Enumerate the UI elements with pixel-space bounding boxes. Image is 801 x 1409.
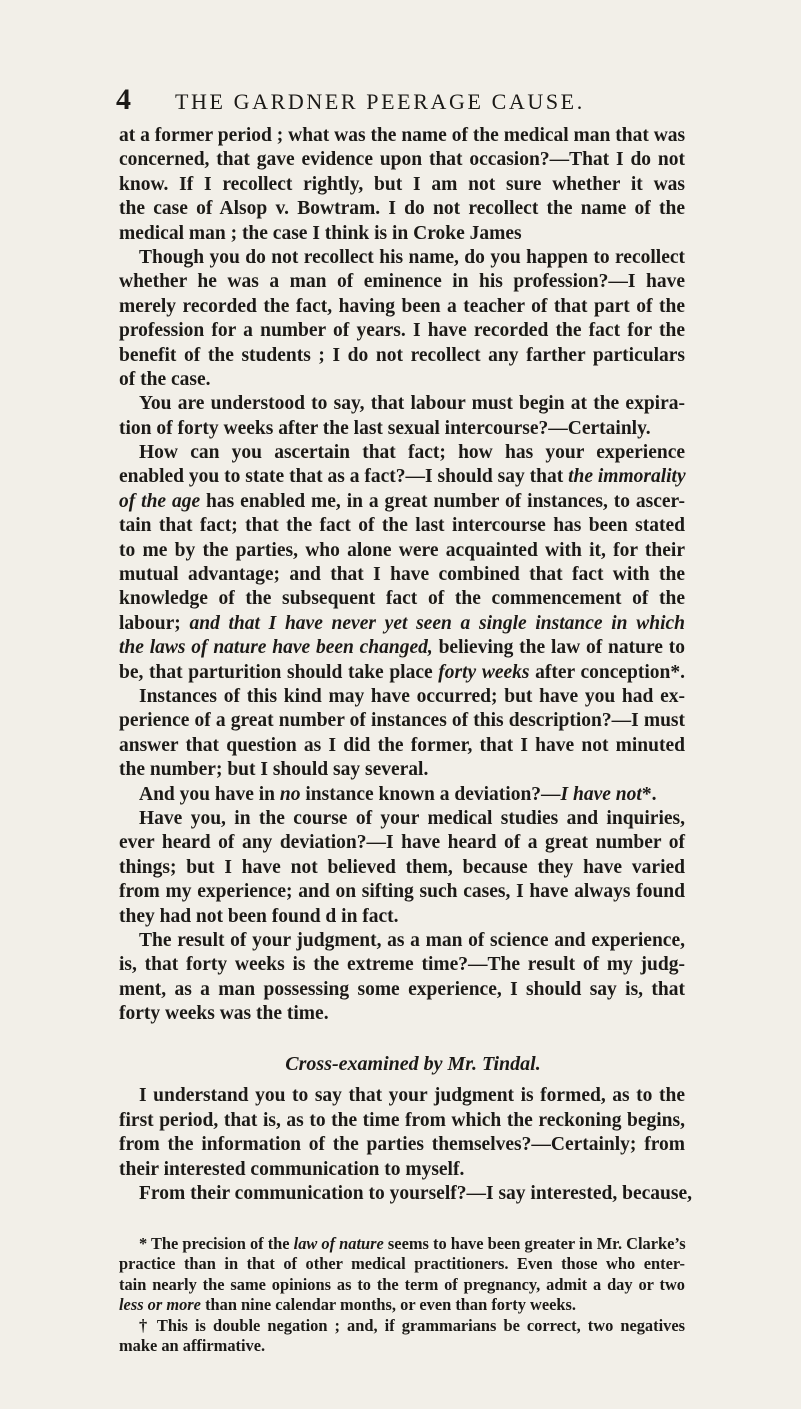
italic-text: forty weeks: [438, 661, 530, 683]
text-line: [119, 246, 685, 270]
text-line: [119, 197, 685, 221]
text-line: [119, 929, 685, 953]
footnote-line: [119, 1275, 685, 1295]
text-run: first period, that is, as to the time from which the reckoning begins,: [119, 1109, 685, 1131]
running-title: THE GARDNER PEERAGE CAUSE.: [175, 89, 585, 114]
text-run: the number; but I should say several.: [119, 759, 429, 781]
text-run: practice than in that of other medical practitioners. Even those who enter-: [119, 1254, 685, 1274]
text-line: [119, 587, 685, 611]
text-run: And you have in: [139, 783, 280, 805]
text-run: How can you ascertain that fact; how has your experience: [139, 442, 685, 464]
text-run: know. If I recollect rightly, but I am not sure whether it was: [119, 173, 685, 195]
text-run: at a former period ; what was the name of the medical man that was: [119, 125, 686, 146]
text-run: benefit of the students ; I do not recollect any farther particulars: [119, 344, 685, 366]
text-run: from my experience; and on sifting such cases, I have always found: [119, 881, 685, 903]
page-number: 4: [116, 83, 131, 116]
text-line: [119, 758, 685, 782]
text-line: [119, 661, 685, 685]
text-line: [119, 392, 685, 416]
text-line: [119, 319, 685, 343]
text-line: [119, 563, 685, 587]
text-run: You are understood to say, that labour must begin at the expira-: [139, 393, 685, 415]
text-run: tain that fact; that the fact of the last intercourse has been stated: [119, 515, 685, 537]
text-run: seems to have been greater in Mr. Clarke’s: [383, 1234, 686, 1253]
text-run: tion of forty weeks after the last sexual intercourse?—Certainly.: [119, 417, 651, 439]
text-line: [119, 783, 685, 807]
text-run: the case of Alsop v. Bowtram. I do not recollect the name of the: [119, 198, 685, 220]
text-run: concerned, that gave evidence upon that occasion?—That I do not: [119, 149, 685, 171]
text-line: [119, 344, 685, 368]
cross-examination-heading: Cross-examined by Mr. Tindal.: [285, 1053, 541, 1076]
text-run: ment, as a man possessing some experience, I should say is, that: [119, 978, 685, 1000]
text-line: [119, 831, 685, 855]
text-run: profession for a number of years. I have recorded the fact for the: [119, 320, 685, 342]
text-line: [119, 685, 685, 709]
text-run: tain nearly the same opinions as to the term of pregnancy, admit a day or two: [119, 1274, 685, 1294]
text-run: is, that forty weeks is the extreme time?—The result of my judg-: [119, 954, 685, 976]
italic-text: the laws of nature have been changed,: [119, 637, 433, 659]
text-run: believing the law of nature to: [432, 637, 685, 659]
text-run: knowledge of the subsequent fact of the commencement of the: [119, 588, 685, 610]
body-text: [119, 124, 692, 1206]
text-run: their interested communication to myself.: [119, 1158, 465, 1180]
cross-examination-text: [119, 1084, 692, 1206]
text-run: From their communication to yourself?—I say interested, because,: [139, 1183, 692, 1205]
text-line: [119, 539, 685, 563]
text-run: * The precision of the: [139, 1234, 294, 1253]
text-line: [119, 709, 685, 733]
text-line: [119, 1158, 685, 1182]
text-run: they had not been found d in fact.: [119, 905, 399, 927]
text-line: [119, 807, 685, 831]
italic-text: no: [279, 783, 301, 805]
text-line: [119, 441, 685, 465]
text-line: [119, 953, 685, 977]
text-run: be, that parturition should take place: [119, 661, 439, 683]
italic-text: law of nature: [293, 1234, 384, 1253]
text-run: after conception*.: [529, 661, 686, 683]
text-run: make an affirmative.: [119, 1335, 266, 1355]
text-run: merely recorded the fact, having been a teacher of that part of the: [119, 295, 685, 317]
text-run: things; but I have not believed them, because they have varied: [119, 856, 685, 878]
text-line: [119, 734, 685, 758]
text-line: [119, 978, 685, 1002]
text-run: to me by the parties, who alone were acquainted with it, for their: [119, 539, 685, 561]
text-line: [119, 124, 685, 148]
text-line: [119, 1002, 685, 1026]
text-run: enabled you to state that as a fact?—I should say that: [119, 466, 569, 488]
text-run: medical man ; the case I think is in Croke James: [119, 222, 522, 244]
text-run: † This is double negation ; and, if grammarians be correct, two negatives: [139, 1315, 685, 1335]
italic-text: the immorality: [568, 466, 686, 488]
testimony-text: [119, 124, 685, 1026]
text-line: [119, 1109, 685, 1133]
text-run: perience of a great number of instances of this description?—I must: [119, 710, 685, 732]
text-line: [119, 490, 685, 514]
section-gap: [119, 1026, 685, 1050]
text-run: ever heard of any deviation?—I have heard of a great number of: [119, 832, 685, 854]
text-line: [119, 880, 685, 904]
text-line: [119, 295, 685, 319]
running-header: [116, 83, 676, 117]
text-line: [119, 148, 685, 172]
text-line: [119, 1084, 685, 1108]
text-line: [119, 856, 685, 880]
text-run: Instances of this kind may have occurred; but have you had ex-: [139, 685, 685, 707]
italic-text: of the age: [119, 490, 201, 512]
italic-text: less or more: [119, 1295, 201, 1315]
text-run: *.: [641, 783, 657, 805]
text-line: [119, 636, 685, 660]
text-run: answer that question as I did the former, that I have not minuted: [119, 734, 685, 756]
text-run: of the case.: [119, 368, 211, 390]
text-line: [119, 1133, 685, 1157]
text-line: [119, 222, 685, 246]
footnotes: [119, 1234, 685, 1356]
text-run: than nine calendar months, or even than forty weeks.: [200, 1295, 576, 1315]
footnote-line: [119, 1254, 685, 1274]
footnote-line: [119, 1295, 685, 1315]
footnote-line: [119, 1234, 685, 1254]
text-line: [119, 905, 685, 929]
italic-text: and that I have never yet seen a single instance in which: [189, 612, 685, 634]
footnote-line: [119, 1316, 685, 1336]
text-line: [119, 270, 685, 294]
text-line: [119, 368, 685, 392]
text-run: instance known a deviation?—: [300, 783, 561, 805]
text-run: has enabled me, in a great number of instances, to ascer-: [200, 490, 685, 512]
text-run: labour;: [119, 612, 190, 634]
text-line: [119, 173, 685, 197]
footnote-line: [119, 1336, 685, 1356]
text-run: from the information of the parties themselves?—Certainly; from: [119, 1134, 685, 1156]
text-run: The result of your judgment, as a man of science and experience,: [139, 929, 685, 951]
text-line: [119, 417, 685, 441]
text-run: mutual advantage; and that I have combined that fact with the: [119, 564, 685, 586]
text-line: [119, 612, 685, 636]
text-line: [119, 514, 685, 538]
text-run: Have you, in the course of your medical studies and inquiries,: [139, 807, 685, 829]
italic-text: I have not: [560, 783, 642, 805]
text-line: [119, 465, 685, 489]
text-run: whether he was a man of eminence in his profession?—I have: [119, 271, 685, 293]
text-run: I understand you to say that your judgment is formed, as to the: [139, 1085, 685, 1107]
text-run: Though you do not recollect his name, do you happen to recollect: [139, 246, 685, 268]
text-run: forty weeks was the time.: [119, 1003, 329, 1025]
text-line: [119, 1182, 692, 1206]
